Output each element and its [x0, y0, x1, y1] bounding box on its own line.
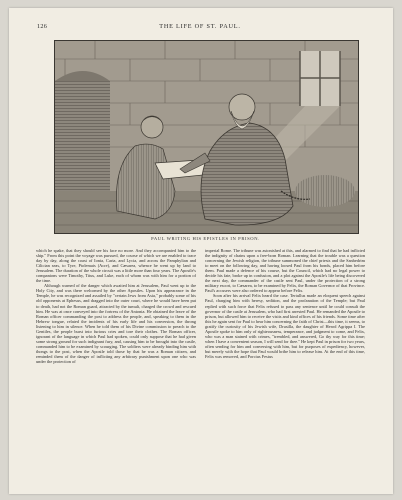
paragraph: which he spake, that they should see his face no more. And they accompanied him to the ship." From this point the voyage was pursued, the course of which we are enabled to trace day by day, along the coast of Ionia, Caria, and Lycia, and across the Pamphylian and Cilician seas, to Tyre, Ptolemais (Acre), and Cæsarea, whence he went up by land to Jerusalem. The duration of the whole circuit was a little more than four years. The Apostle's companions were Timothy, Titus, and Luke, each of whom was with him for a portion of the time.	[36, 248, 196, 284]
page-header	[37, 23, 363, 35]
text-column-left	[36, 248, 196, 486]
text-column-right	[205, 248, 365, 486]
paragraph: Although warned of the danger which awaited him at Jerusalem, Paul went up to the Holy City, and was there welcomed by the other Apostles. Upon his appearance in the Temple, he was recognized and assailed by "certain Jews from Asia," probably some of his old opponents at Ephesus, and dragged into the outer court, where he would have been put to death, had not the Roman guard, attracted by the tumult, charged the crowd and rescued him. He was at once conveyed into the fortress of the Antonia. He obtained the leave of the Roman officer commanding the post to address the people, and, speaking to them in the Hebrew tongue, related the incidents of his early life and his conversion, the throng listening to him in silence. When he told them of his Divine commission to preach to the Gentiles, the people burst into furious cries and tore their clothes. The Roman officer, ignorant of the language in which Paul had spoken, could only suppose that he had given some strong ground for such indignant fury, and, causing him to be brought into the castle, commanded him to be examined by scourging. The soldiers were already binding him with thongs to the post, when the Apostle told those by that he was a Roman citizen, and reminded them of the danger of inflicting any arbitrary punishment upon one who was under the protection of	[36, 283, 196, 365]
illustration-caption: PAUL WRITING HIS EPISTLES IN PRISON.	[151, 236, 260, 241]
page-number: 126	[37, 23, 48, 30]
engraving-illustration	[54, 40, 359, 234]
running-title: THE LIFE OF ST. PAUL.	[159, 23, 241, 30]
paragraph: Soon after his arrival Felix heard the case. Tertullus made an eloquent speech against Paul, charging him with heresy, sedition, and the profanation of the Temple; but Paul replied with such force that Felix refused to pass any sentence until he could consult the governor of the castle at Jerusalem, who had first arrested Paul. He remanded the Apostle to prison, but allowed him to receive the visits and kind offices of his friends. Some time after this he again sent for Paul to hear him concerning the faith of Christ—this time, it seems, to gratify the curiosity of his Jewish wife, Drusilla, the daughter of Herod Agrippa I. The Apostle spoke to him only of righteousness, temperance, and judgment to come, and Felix, who was a man stained with crimes, "trembled, and answered, Go thy way for this time; when I have a convenient season, I will send for thee." He kept Paul in prison for two years, often sending for him and conversing with him, but for purposes of expediency, however, but merely with the hope that Paul would bribe him to release him. At the end of this time, Felix was removed, and Porcius Festus	[205, 293, 365, 359]
paragraph: imperial Rome. The tribune was astonished at this, and alarmed to find that he had inflicted the indignity of chains upon a free-born Roman. Learning that the trouble was a question concerning the Jewish religion, the tribune summoned the chief priests and the Sanhedrim to meet on the following day, and having loosed Paul from his bonds, placed him before them. Paul made a defence of his course, but the Council, which had no legal power to decide his fate, broke up in confusion, and a plot against the Apostle's life being discovered the next day, the commander of the castle sent Paul, under the protection of a strong military escort, to Cæsarea, to be examined by Felix, the Roman Governor of that Province. Paul's accusers were also ordered to appear before Felix.	[205, 248, 365, 294]
book-page	[9, 8, 393, 494]
